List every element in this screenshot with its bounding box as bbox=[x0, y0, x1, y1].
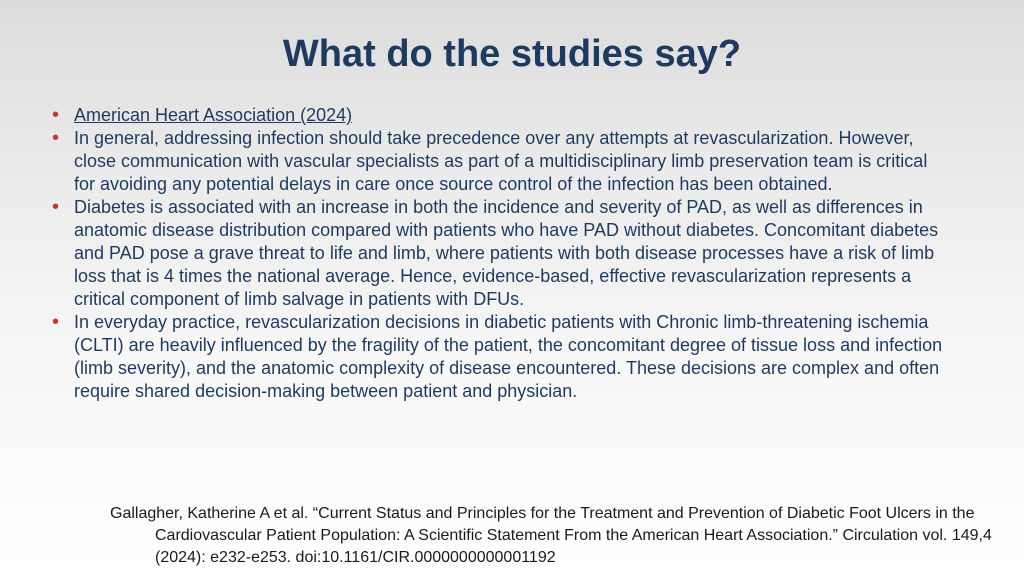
aha-2024-link[interactable]: American Heart Association (2024) bbox=[74, 105, 353, 125]
bullet-text: In general, addressing infection should take precedence over any attempts at revascularization. However, close communication with vascular specialists as part of a multidisciplinary limb preservation team is critical for avoiding any potential delays in care once source control of the infection has been obtained. bbox=[74, 128, 928, 194]
citation-reference: Gallagher, Katherine A et al. “Current Status and Principles for the Treatment and Prevention of Diabetic Foot Ulcers in the Cardiovascular Patient Population: A Scientific Statement From the American Heart Association.” Circulation vol. 149,4 (2024): e232-e253. doi:10.1161/CIR.0000000000001192 bbox=[110, 505, 992, 566]
bullet-item-cltı-decisions bbox=[52, 311, 952, 403]
bullet-dot-icon: • bbox=[52, 104, 60, 126]
bullet-text: Diabetes is associated with an increase in both the incidence and severity of PAD, as well as differences in anatomic disease distribution compared with patients who have PAD without diabetes. Concomitant diabetes and PAD pose a grave threat to life and limb, where patients with both disease processes have a risk of limb loss that is 4 times the national average. Hence, evidence-based, effective revascularization represents a critical component of limb salvage in patients with DFUs. bbox=[74, 197, 939, 309]
bullet-list bbox=[52, 104, 952, 403]
bullet-item-aha-link bbox=[52, 104, 952, 127]
bullet-dot-icon: • bbox=[52, 196, 60, 218]
bullet-item-diabetes-pad bbox=[52, 196, 952, 311]
slide-title: What do the studies say? bbox=[282, 33, 742, 75]
bullet-item-infection bbox=[52, 127, 952, 196]
bullet-dot-icon: • bbox=[52, 127, 60, 149]
bullet-dot-icon: • bbox=[52, 311, 60, 333]
bullet-text: In everyday practice, revascularization decisions in diabetic patients with Chronic limb-threatening ischemia (CLTI) are heavily influenced by the fragility of the patient, the concomitant degree of tissue loss and infection (limb severity), and the anatomic complexity of disease encountered. These decisions are complex and often require shared decision-making between patient and physician. bbox=[74, 312, 943, 401]
